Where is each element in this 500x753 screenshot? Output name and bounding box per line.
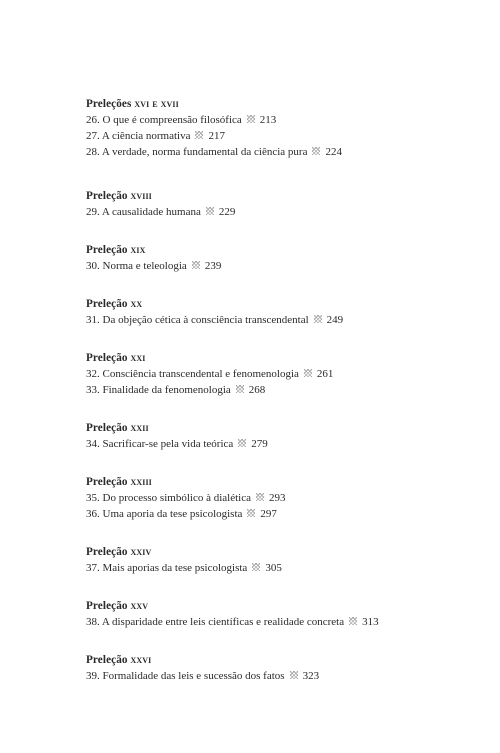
toc-entry[interactable]: 27. A ciência normativa 217 bbox=[86, 130, 225, 142]
toc-entry[interactable]: 33. Finalidade da fenomenologia 268 bbox=[86, 384, 266, 396]
separator-icon bbox=[314, 315, 322, 323]
toc-entry[interactable]: 39. Formalidade das leis e sucessão dos fatos 323 bbox=[86, 670, 320, 682]
separator-icon bbox=[206, 207, 214, 215]
toc-entry[interactable]: 32. Consciência transcendental e fenomenologia 261 bbox=[86, 368, 334, 380]
section-heading: Preleção xxi bbox=[86, 352, 146, 364]
toc-entry[interactable]: 36. Uma aporia da tese psicologista 297 bbox=[86, 508, 277, 520]
toc-entry[interactable]: 28. A verdade, norma fundamental da ciência pura 224 bbox=[86, 146, 342, 158]
section-heading: Preleções xvi e xvii bbox=[86, 98, 179, 110]
section-heading: Preleção xxvi bbox=[86, 654, 152, 666]
toc-section bbox=[86, 474, 486, 522]
toc-entry[interactable]: 31. Da objeção cética à consciência transcendental 249 bbox=[86, 314, 344, 326]
toc-section bbox=[86, 598, 486, 630]
section-heading: Preleção xviii bbox=[86, 190, 152, 202]
toc-section bbox=[86, 96, 486, 160]
separator-icon bbox=[247, 115, 255, 123]
toc-entry[interactable]: 29. A causalidade humana 229 bbox=[86, 206, 236, 218]
separator-icon bbox=[312, 147, 320, 155]
section-heading: Preleção xxiv bbox=[86, 546, 152, 558]
separator-icon bbox=[252, 563, 260, 571]
toc-section bbox=[86, 188, 486, 220]
separator-icon bbox=[192, 261, 200, 269]
toc-section bbox=[86, 544, 486, 576]
separator-icon bbox=[256, 493, 264, 501]
section-heading: Preleção xxv bbox=[86, 600, 149, 612]
toc-entry[interactable]: 35. Do processo simbólico à dialética 293 bbox=[86, 492, 286, 504]
separator-icon bbox=[349, 617, 357, 625]
section-heading: Preleção xxiii bbox=[86, 476, 152, 488]
section-heading: Preleção xix bbox=[86, 244, 146, 256]
toc-entry[interactable]: 26. O que é compreensão filosófica 213 bbox=[86, 114, 277, 126]
toc-entry[interactable]: 30. Norma e teleologia 239 bbox=[86, 260, 222, 272]
table-of-contents bbox=[86, 96, 486, 706]
toc-section bbox=[86, 242, 486, 274]
toc-entry[interactable]: 38. A disparidade entre leis científicas e realidade concreta 313 bbox=[86, 616, 379, 628]
separator-icon bbox=[304, 369, 312, 377]
section-heading: Preleção xx bbox=[86, 298, 143, 310]
toc-section bbox=[86, 652, 486, 684]
separator-icon bbox=[247, 509, 255, 517]
toc-section bbox=[86, 420, 486, 452]
separator-icon bbox=[195, 131, 203, 139]
toc-entry[interactable]: 37. Mais aporias da tese psicologista 305 bbox=[86, 562, 282, 574]
section-heading: Preleção xxii bbox=[86, 422, 149, 434]
separator-icon bbox=[290, 671, 298, 679]
separator-icon bbox=[236, 385, 244, 393]
separator-icon bbox=[238, 439, 246, 447]
toc-section bbox=[86, 350, 486, 398]
toc-section bbox=[86, 296, 486, 328]
toc-entry[interactable]: 34. Sacrificar-se pela vida teórica 279 bbox=[86, 438, 268, 450]
